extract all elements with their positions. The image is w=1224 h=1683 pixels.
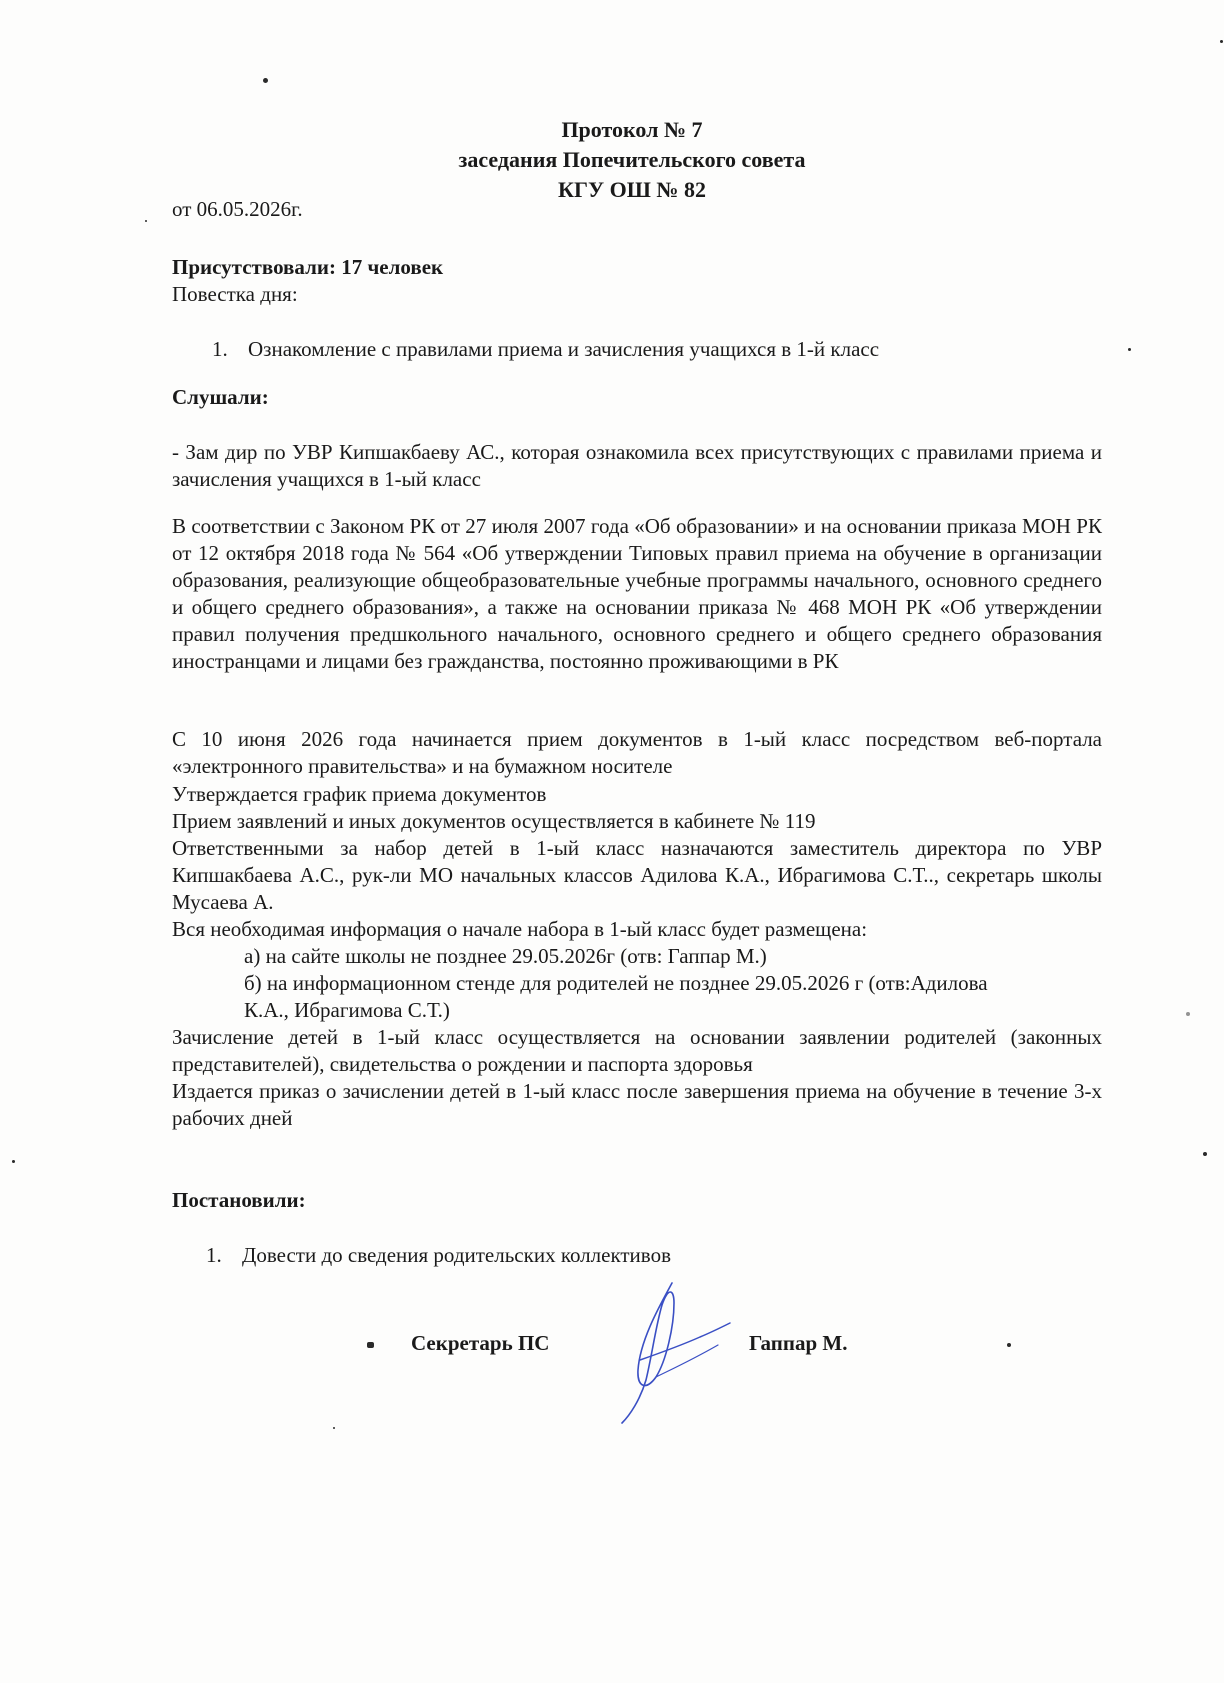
scan-speck (333, 1427, 335, 1429)
law-paragraph: В соответствии с Законом РК от 27 июля 2007 года «Об образовании» и на основании приказа МОН РК от 12 октября 2018 года № 564 «Об утверждении Типовых правил приема на обучение в организации образования, реализующие общеобразовательные учебные программы начального, основного среднего и общего среднего образования», а также на основании приказа № 468 МОН РК «Об утверждении правил получения предшкольного начального, основного среднего и общего среднего образования иностранцами и лицами без гражданства, постоянно проживающими в РК (172, 514, 1102, 673)
info-item-b-line2: К.А., Ибрагимова С.Т.) (244, 998, 450, 1022)
schedule-line: Утверждается график приема документов (172, 782, 547, 806)
agenda-item-text: Ознакомление с правилами приема и зачисления учащихся в 1-й класс (248, 337, 880, 361)
speaker-paragraph: - Зам дир по УВР Кипшакбаеву АС., которая ознакомила всех присутствующих с правилами приема и зачисления учащихся в 1-ый класс (172, 440, 1102, 491)
room-line: Прием заявлений и иных документов осуществляется в кабинете № 119 (172, 809, 816, 833)
scan-speck (263, 78, 268, 83)
heard-label: Слушали: (172, 385, 269, 409)
info-item-b (244, 970, 1114, 1024)
responsible-line: Ответственными за набор детей в 1-ый класс назначаются заместитель директора по УВР Кипшакбаева А.С., рук-ли МО начальных классов Адилова К.А., Ибрагимова С.Т.., секретарь школы Мусаева А. (172, 836, 1102, 914)
handwritten-signature (600, 1275, 740, 1425)
info-item-a: а) на сайте школы не позднее 29.05.2026г (отв: Гаппар М.) (244, 944, 767, 968)
scan-speck (12, 1160, 15, 1163)
decision-item (206, 1242, 1106, 1269)
agenda-item-number: 1. (212, 337, 228, 361)
scan-speck (1203, 1152, 1207, 1156)
protocol-title: Протокол № 7 (561, 117, 703, 142)
bullet-mark (367, 1342, 374, 1348)
protocol-date: от 06.05.2026г. (172, 197, 303, 221)
scan-speck (145, 220, 147, 222)
order-line: Издается приказ о зачислении детей в 1-ый класс после завершения приема на обучение в течение 3-х рабочих дней (172, 1079, 1102, 1130)
agenda-item (212, 336, 1112, 363)
attendance: Присутствовали: 17 человек (172, 255, 444, 279)
scan-speck (1220, 40, 1223, 43)
scan-speck (1186, 1012, 1190, 1016)
scan-speck (1007, 1343, 1011, 1347)
decision-item-number: 1. (206, 1243, 222, 1267)
protocol-header (0, 115, 1224, 205)
start-line: С 10 июня 2026 года начинается прием документов в 1-ый класс посредством веб-портала «электронного правительства» и на бумажном носителе (172, 727, 1102, 778)
enrollment-line: Зачисление детей в 1-ый класс осуществляется на основании заявлении родителей (законных представителей), свидетельства о рождении и паспорта здоровья (172, 1025, 1102, 1076)
decision-item-text: Довести до сведения родительских коллективов (242, 1243, 671, 1267)
info-line: Вся необходимая информация о начале набора в 1-ый класс будет размещена: (172, 917, 868, 941)
decided-label: Постановили: (172, 1188, 306, 1212)
protocol-subtitle: заседания Попечительского совета (458, 147, 806, 172)
organization-name: КГУ ОШ № 82 (558, 177, 706, 202)
signatory-role: Секретарь ПС (411, 1331, 550, 1355)
agenda-label: Повестка дня: (172, 282, 298, 306)
signatory-name: Гаппар М. (749, 1331, 848, 1355)
scan-speck (1128, 348, 1131, 351)
info-item-b-line1: б) на информационном стенде для родителей не позднее 29.05.2026 г (отв:Адилова (244, 971, 988, 995)
